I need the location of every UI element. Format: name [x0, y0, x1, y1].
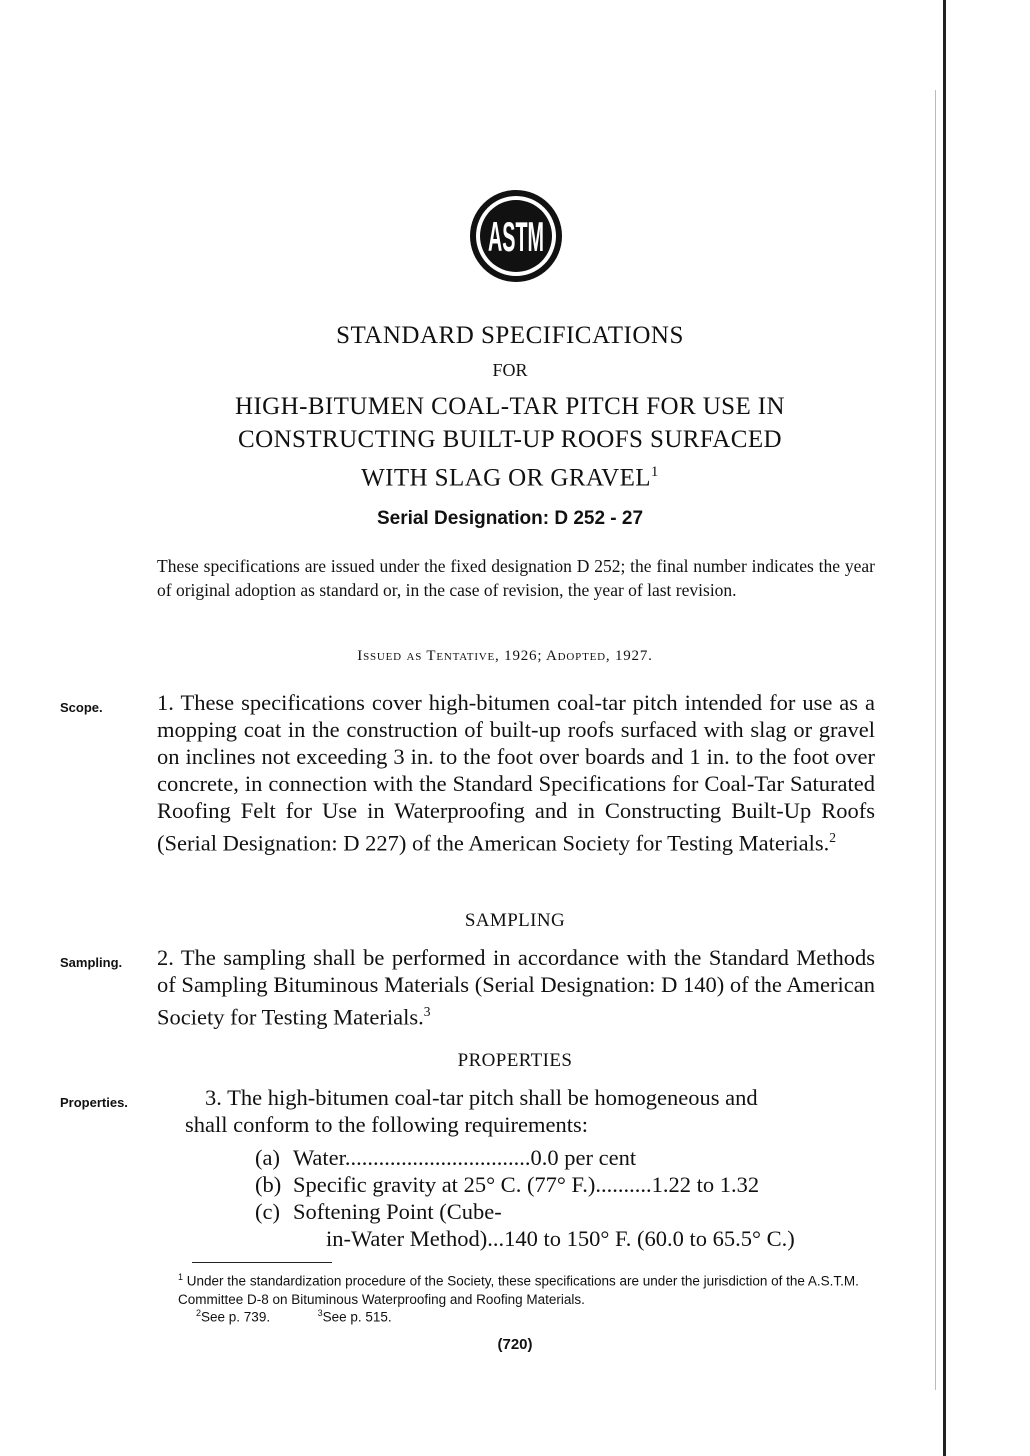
footnote-1 — [178, 1268, 878, 1309]
footnote-rule — [192, 1262, 332, 1263]
requirement-b — [255, 1171, 759, 1198]
margin-label-sampling: Sampling. — [60, 955, 123, 970]
requirement-label: (a) — [255, 1145, 280, 1170]
serial-designation: Serial Designation: D 252 - 27 — [376, 508, 644, 529]
scope-paragraph — [157, 689, 875, 857]
requirement-c-continued — [326, 1225, 795, 1252]
title-line-2: HIGH-BITUMEN COAL-TAR PITCH FOR USE IN — [235, 393, 785, 420]
footnote-ref-3: 3 — [423, 1004, 431, 1019]
issued-line: Issued as Tentative, 1926; Adopted, 1927. — [357, 648, 653, 664]
title-line-3: CONSTRUCTING BUILT-UP ROOFS SURFACED — [238, 426, 782, 453]
scope-text: 1. These specifications cover high-bitumen coal-tar pitch intended for use as a mopping coat in the construction of built-up roofs surfaced with slag or gravel on inclines not exceeding 3 in. to the foot over boards and 1 in. to the foot over concrete, in connection with the Standard Specifications for Coal-Tar Saturated Roofing Felt for Use in Waterproofing and in Constructing Built-Up Roofs (Serial Designation: D 227) of the American Society for Testing Materials. — [157, 690, 875, 856]
sampling-text: 2. The sampling shall be performed in accordance with the Standard Methods of Sampling Bituminous Materials (Serial Designation: D 140) of the American Society for Testing Materials. — [157, 945, 875, 1030]
requirement-a — [255, 1144, 636, 1171]
properties-paragraph — [185, 1084, 875, 1138]
requirement-text: Softening Point (Cube- — [293, 1199, 502, 1224]
footnote-ref-2: 2 — [829, 830, 836, 845]
page-number: (720) — [497, 1336, 533, 1353]
sampling-heading: SAMPLING — [464, 910, 566, 931]
title-line-1: STANDARD SPECIFICATIONS — [336, 322, 684, 349]
footnote-1-text: Under the standardization procedure of the Society, these specifications are under the jurisdiction of the A.S.T.M. Committee D-8 on Bituminous Waterproofing and Roofing Materials. — [178, 1273, 859, 1307]
margin-label-scope: Scope. — [60, 700, 103, 715]
document-title — [0, 390, 1020, 494]
page-edge — [943, 0, 946, 1456]
footnote-ref-1: 1 — [650, 464, 659, 480]
requirement-label: (b) — [255, 1172, 282, 1197]
logo-lettering: ASTM — [488, 213, 544, 260]
page-edge-shadow — [935, 90, 936, 1390]
requirement-text: Specific gravity at 25° C. (77° F.)..........1.22 to 1.32 — [293, 1172, 760, 1197]
sampling-paragraph — [157, 944, 875, 1031]
requirement-label: (c) — [255, 1199, 280, 1224]
title-line-4-text: WITH SLAG OR GRAVEL — [361, 464, 651, 492]
title-for: FOR — [492, 360, 528, 380]
footnote-2-mark: 2 — [196, 1308, 202, 1318]
footnote-1-mark: 1 — [178, 1272, 184, 1282]
footnote-3-mark: 3 — [317, 1308, 323, 1318]
properties-line-2: shall conform to the following requirements: — [185, 1112, 589, 1137]
footnote-3-text: See p. 515. — [322, 1309, 392, 1325]
requirement-text: Water.................................0.0 per cent — [293, 1145, 637, 1170]
footnote-2-text: See p. 739. — [201, 1309, 271, 1325]
requirement-text: in-Water Method)...140 to 150° F. (60.0 to 65.5° C.) — [326, 1226, 795, 1251]
requirement-c — [255, 1198, 502, 1225]
footnote-2-3 — [196, 1304, 896, 1327]
title-line-4 — [0, 456, 1020, 494]
properties-line-1: 3. The high-bitumen coal-tar pitch shall be homogeneous and — [205, 1085, 758, 1110]
margin-label-properties: Properties. — [60, 1095, 128, 1110]
intro-paragraph: These specifications are issued under the fixed designation D 252; the final number indicates the year of original adoption as standard or, in the case of revision, the year of last revision. — [157, 556, 875, 600]
properties-heading: PROPERTIES — [457, 1050, 573, 1071]
astm-logo — [468, 188, 564, 284]
